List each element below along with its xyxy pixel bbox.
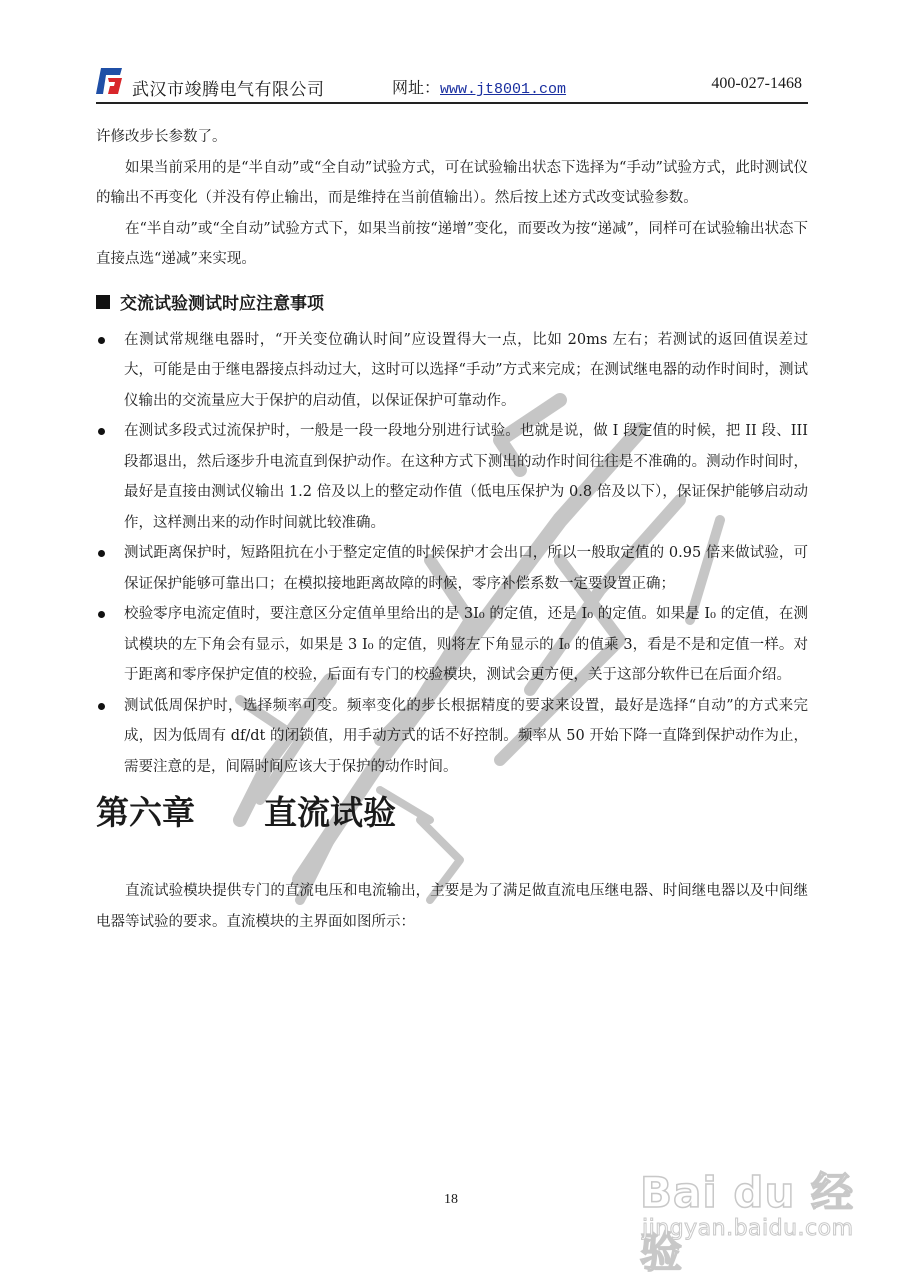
bullet-dot-icon [98, 550, 105, 557]
paragraph: 如果当前采用的是“半自动”或“全自动”试验方式，可在试验输出状态下选择为“手动”试验方式，此时测试仪的输出不再变化（并没有停止输出，而是维持在当前值输出）。然后按上述方式改变试验参数。 [96, 159, 808, 206]
baidu-jingyan-watermark [640, 1160, 870, 1277]
website-label: 网址： [392, 78, 441, 97]
website-link[interactable]: www.jt8001.com [440, 81, 567, 98]
section-heading [96, 287, 808, 317]
section-heading-text: 交流试验测试时应注意事项 [120, 294, 324, 314]
list-item: 在测试常规继电器时，“开关变位确认时间”应设置得大一点，比如 20ms 左右；若测试的返回值误差过大，可能是由于继电器接点抖动过大，这时可以选择“手动”方式来完成；在测试继电器的动作时间时，测试仪输出的交流量应大于保护的启动值，以保证保护可靠动作。 [96, 325, 808, 417]
header-divider [96, 102, 808, 104]
page-number: 18 [444, 1192, 458, 1207]
website [392, 75, 566, 98]
list-item: 测试低周保护时，选择频率可变。频率变化的步长根据精度的要求来设置，最好是选择“自动”的方式来完成，因为低周有 df/dt 的闭锁值，用手动方式的话不好控制。频率从 50 开始下降一直降到保护动作为止，需要注意的是，间隔时间应该大于保护的动作时间。 [96, 691, 808, 783]
company-logo-icon [96, 68, 122, 94]
baidu-url-text: jingyan.baidu.com [642, 1216, 854, 1241]
bullet-dot-icon [98, 428, 105, 435]
baidu-logo-text: Bai du 经验 [640, 1168, 854, 1277]
chapter-number: 第六章 [96, 792, 195, 832]
list-item: 测试距离保护时，短路阻抗在小于整定定值的时候保护才会出口，所以一般取定值的 0.95 倍来做试验，可保证保护能够可靠出口；在模拟接地距离故障的时候，零序补偿系数一定要设置正确； [96, 538, 808, 599]
company-name: 武汉市竣腾电气有限公司 [132, 80, 325, 100]
square-bullet-icon [96, 295, 110, 309]
notes-list [96, 325, 808, 783]
bullet-dot-icon [98, 611, 105, 618]
list-item: 校验零序电流定值时，要注意区分定值单里给出的是 3I₀ 的定值，还是 I₀ 的定值。如果是 I₀ 的定值，在测试模块的左下角会有显示，如果是 3 I₀ 的定值，则将左下角显示的 I₀ 的值乘 3，看是不是和定值一样。对于距离和零序保护定值的校验，后面有专门的校验模块，测试会更方便，关于这部分软件已在后面介绍。 [96, 599, 808, 691]
page-header [96, 66, 808, 100]
bullet-dot-icon [98, 337, 105, 344]
chapter-title: 直流试验 [264, 792, 396, 832]
chapter-intro: 直流试验模块提供专门的直流电压和电流输出，主要是为了满足做直流电压继电器、时间继电器以及中间继电器等试验的要求。直流模块的主界面如图所示： [96, 883, 808, 930]
list-item: 在测试多段式过流保护时，一般是一段一段地分别进行试验。也就是说，做 I 段定值的时候，把 II 段、III段都退出，然后逐步升电流直到保护动作。在这种方式下测出的动作时间往往是不准确的。测动作时间时，最好是直接由测试仪输出 1.2 倍及以上的整定动作值（低电压保护为 0.8 倍及以下），保证保护能够启动动作，这样测出来的动作时间就比较准确。 [96, 416, 808, 538]
chapter-heading [96, 784, 808, 836]
page-content [96, 122, 808, 937]
paragraph: 在“半自动”或“全自动”试验方式下，如果当前按“递增”变化，而要改为按“递减”，同样可在试验输出状态下直接点选“递减”来实现。 [96, 220, 808, 267]
bullet-dot-icon [98, 703, 105, 710]
paragraph: 许修改步长参数了。 [96, 129, 227, 145]
phone-number: 400-027-1468 [711, 75, 802, 92]
